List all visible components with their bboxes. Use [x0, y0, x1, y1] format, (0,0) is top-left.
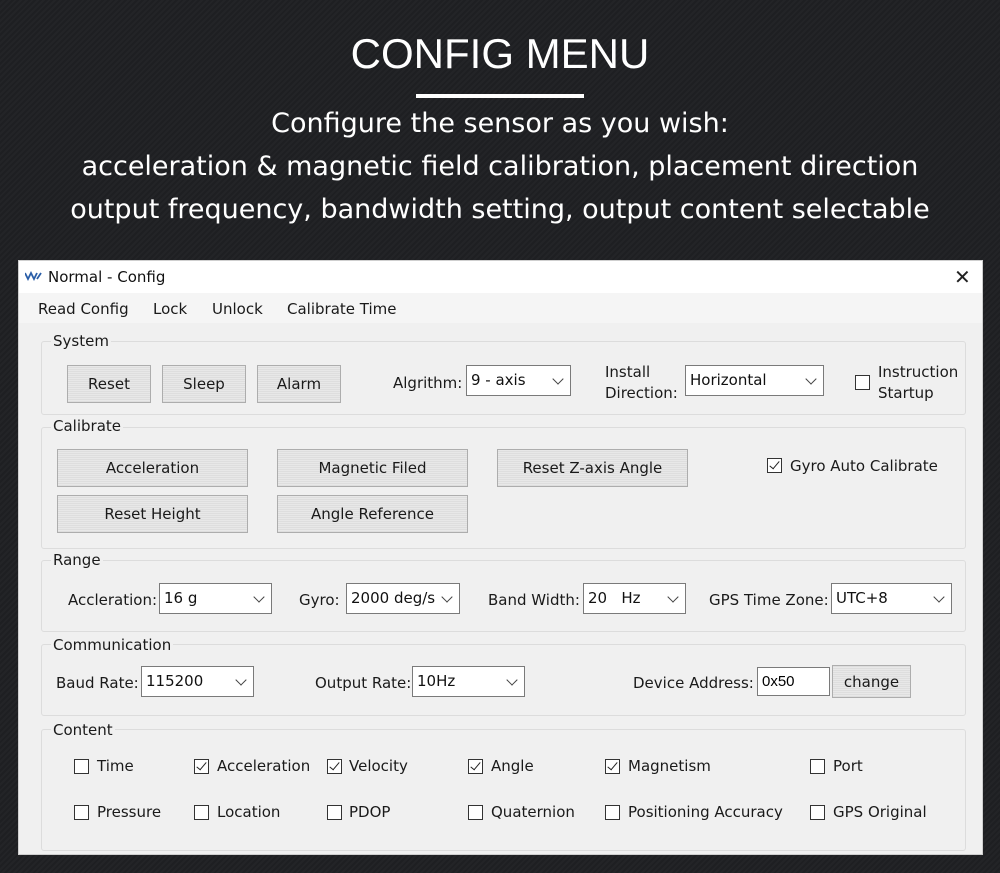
content-velocity-checkbox[interactable] — [327, 759, 342, 774]
check-icon — [607, 760, 617, 771]
check-icon — [329, 760, 339, 771]
gyro-label: Gyro: — [299, 591, 340, 609]
system-legend: System — [53, 332, 109, 350]
install-direction-select[interactable] — [685, 365, 824, 396]
instruction-label-line2: Startup — [878, 384, 934, 402]
alarm-button[interactable]: Alarm — [257, 365, 341, 403]
instruction-startup-checkbox[interactable] — [855, 375, 870, 390]
window-title: Normal - Config — [48, 268, 166, 286]
algorithm-value: 9 - axis — [471, 371, 526, 389]
calibrate-legend: Calibrate — [53, 417, 121, 435]
chevron-down-icon — [667, 591, 678, 602]
content-port-label: Port — [833, 757, 863, 775]
output-rate-select[interactable] — [412, 666, 525, 697]
menu-lock[interactable]: Lock — [153, 300, 188, 318]
chevron-down-icon — [805, 373, 816, 384]
output-rate-label: Output Rate: — [315, 674, 412, 692]
content-acceleration-label: Acceleration — [217, 757, 311, 775]
content-pdop-label: PDOP — [349, 803, 391, 821]
content-positioning-accuracy-checkbox[interactable] — [605, 805, 620, 820]
change-address-button[interactable]: change — [832, 665, 911, 698]
content-group — [41, 729, 966, 851]
hero-subtitle-1: Configure the sensor as you wish: — [271, 108, 729, 139]
content-angle-label: Angle — [491, 757, 534, 775]
algorithm-select[interactable] — [466, 365, 571, 396]
gps-timezone-label: GPS Time Zone: — [709, 591, 829, 609]
chevron-down-icon — [552, 373, 563, 384]
range-acceleration-select[interactable] — [159, 583, 272, 614]
content-pressure-label: Pressure — [97, 803, 162, 821]
hero-underline — [416, 94, 584, 98]
menu-read-config[interactable]: Read Config — [38, 300, 129, 318]
check-icon — [196, 760, 206, 771]
hero-title: CONFIG MENU — [350, 30, 650, 77]
check-icon — [769, 459, 779, 470]
content-gps-original-label: GPS Original — [833, 803, 927, 821]
close-icon[interactable]: ✕ — [954, 265, 971, 289]
content-legend: Content — [53, 721, 113, 739]
chevron-down-icon — [506, 674, 517, 685]
app-logo-icon — [25, 271, 43, 281]
device-address-input[interactable] — [757, 667, 830, 696]
gyro-auto-calibrate-checkbox[interactable] — [767, 458, 782, 473]
title-bar — [19, 261, 982, 293]
install-label-line1: Install — [605, 363, 651, 381]
content-gps-original-checkbox[interactable] — [810, 805, 825, 820]
content-time-label: Time — [97, 757, 134, 775]
calibrate-acceleration-button[interactable]: Acceleration — [57, 449, 248, 487]
check-icon — [470, 760, 480, 771]
angle-reference-button[interactable]: Angle Reference — [277, 495, 468, 533]
menu-calibrate-time[interactable]: Calibrate Time — [287, 300, 397, 318]
gps-timezone-select[interactable] — [831, 583, 952, 614]
reset-button[interactable]: Reset — [67, 365, 151, 403]
gyro-auto-calibrate-label: Gyro Auto Calibrate — [790, 457, 938, 475]
bandwidth-label: Band Width: — [488, 591, 580, 609]
install-label-line2: Direction: — [605, 384, 678, 402]
chevron-down-icon — [253, 591, 264, 602]
install-direction-value: Horizontal — [690, 371, 767, 389]
gps-timezone-value: UTC+8 — [836, 589, 888, 607]
content-positioning-accuracy-label: Positioning Accuracy — [628, 803, 783, 821]
chevron-down-icon — [441, 591, 452, 602]
calibrate-magnetic-button[interactable]: Magnetic Filed — [277, 449, 468, 487]
content-time-checkbox[interactable] — [74, 759, 89, 774]
content-magnetism-label: Magnetism — [628, 757, 711, 775]
content-port-checkbox[interactable] — [810, 759, 825, 774]
gyro-range-select[interactable] — [346, 583, 460, 614]
content-magnetism-checkbox[interactable] — [605, 759, 620, 774]
content-angle-checkbox[interactable] — [468, 759, 483, 774]
hero-subtitle-3: output frequency, bandwidth setting, output content selectable — [70, 194, 930, 225]
hero-subtitle-2: acceleration & magnetic field calibration, placement direction — [81, 151, 919, 182]
sleep-button[interactable]: Sleep — [162, 365, 246, 403]
range-legend: Range — [53, 551, 101, 569]
content-quaternion-label: Quaternion — [491, 803, 575, 821]
content-velocity-label: Velocity — [349, 757, 408, 775]
chevron-down-icon — [933, 591, 944, 602]
gyro-range-value: 2000 deg/s — [351, 589, 436, 607]
reset-z-axis-button[interactable]: Reset Z-axis Angle — [497, 449, 688, 487]
communication-legend: Communication — [53, 636, 172, 654]
algorithm-label: Algrithm: — [393, 374, 463, 392]
range-acceleration-value: 16 g — [164, 589, 198, 607]
content-acceleration-checkbox[interactable] — [194, 759, 209, 774]
content-quaternion-checkbox[interactable] — [468, 805, 483, 820]
content-location-checkbox[interactable] — [194, 805, 209, 820]
content-pressure-checkbox[interactable] — [74, 805, 89, 820]
baud-rate-label: Baud Rate: — [56, 674, 139, 692]
chevron-down-icon — [235, 674, 246, 685]
config-window — [18, 260, 983, 855]
content-location-label: Location — [217, 803, 281, 821]
menu-bar — [19, 293, 982, 323]
reset-height-button[interactable]: Reset Height — [57, 495, 248, 533]
output-rate-value: 10Hz — [417, 672, 456, 690]
baud-rate-value: 115200 — [146, 672, 204, 690]
range-acceleration-label: Accleration: — [68, 591, 158, 609]
baud-rate-select[interactable] — [141, 666, 254, 697]
device-address-label: Device Address: — [633, 674, 754, 692]
menu-unlock[interactable]: Unlock — [212, 300, 263, 318]
instruction-label-line1: Instruction — [878, 363, 959, 381]
content-pdop-checkbox[interactable] — [327, 805, 342, 820]
bandwidth-select[interactable] — [583, 583, 686, 614]
bandwidth-value: 20 Hz — [588, 589, 641, 607]
